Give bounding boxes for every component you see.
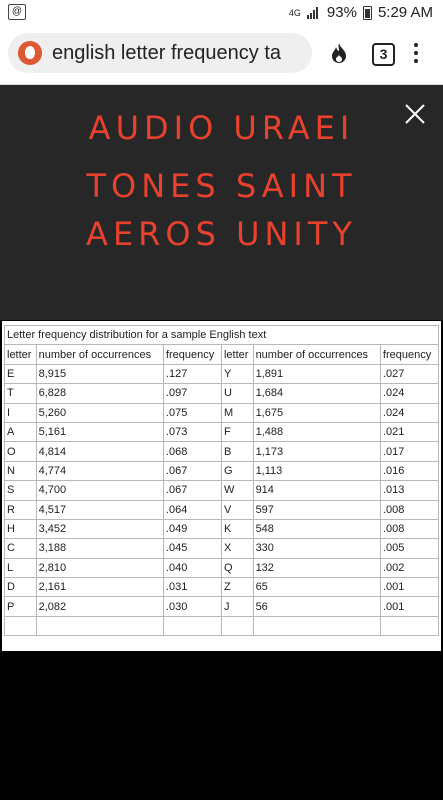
letter-cell: W	[221, 481, 253, 500]
occurrences-cell: 1,684	[253, 384, 380, 403]
frequency-cell: .097	[163, 384, 221, 403]
frequency-cell: .027	[380, 364, 438, 383]
table-row	[5, 481, 439, 500]
letter-cell: D	[5, 578, 37, 597]
duckduckgo-logo-icon	[18, 41, 42, 65]
letter-cell: R	[5, 500, 37, 519]
occurrences-cell: 2,810	[36, 558, 163, 577]
network-label: 4G	[288, 7, 301, 18]
occurrences-cell: 1,488	[253, 422, 380, 441]
frequency-cell: .021	[380, 422, 438, 441]
frequency-cell: .017	[380, 442, 438, 461]
letter-cell: E	[5, 364, 37, 383]
occurrences-cell: 65	[253, 578, 380, 597]
browser-toolbar	[0, 26, 443, 85]
letter-cell: L	[5, 558, 37, 577]
occurrences-cell: 6,828	[36, 384, 163, 403]
frequency-cell: .067	[163, 461, 221, 480]
letter-cell: K	[221, 519, 253, 538]
battery-icon	[363, 6, 372, 20]
frequency-cell: .008	[380, 500, 438, 519]
occurrences-cell: 5,260	[36, 403, 163, 422]
occurrences-cell: 1,173	[253, 442, 380, 461]
occurrences-cell: 4,517	[36, 500, 163, 519]
letter-cell: O	[5, 442, 37, 461]
letter-cell: Z	[221, 578, 253, 597]
letter-cell: G	[221, 461, 253, 480]
occurrences-cell: 56	[253, 597, 380, 616]
letter-cell: J	[221, 597, 253, 616]
occurrences-cell: 1,675	[253, 403, 380, 422]
letter-cell: V	[221, 500, 253, 519]
table-row	[5, 519, 439, 538]
occurrences-cell: 1,891	[253, 364, 380, 383]
ad-banner[interactable]	[0, 85, 443, 320]
occurrences-cell: 132	[253, 558, 380, 577]
ad-line-1: AUDIO URAEI	[88, 109, 355, 147]
frequency-cell: .067	[163, 481, 221, 500]
frequency-cell: .045	[163, 539, 221, 558]
table-row	[5, 578, 439, 597]
occurrences-cell: 2,082	[36, 597, 163, 616]
letter-cell: P	[5, 597, 37, 616]
occurrences-cell: 3,188	[36, 539, 163, 558]
occurrences-cell: 4,774	[36, 461, 163, 480]
overflow-menu-icon[interactable]	[413, 41, 419, 65]
letter-cell: A	[5, 422, 37, 441]
letter-cell: B	[221, 442, 253, 461]
table-row	[5, 539, 439, 558]
frequency-cell: .040	[163, 558, 221, 577]
letter-cell: U	[221, 384, 253, 403]
frequency-cell: .024	[380, 403, 438, 422]
letter-cell: X	[221, 539, 253, 558]
table-caption: Letter frequency distribution for a sample English text	[5, 326, 439, 345]
table-row	[5, 461, 439, 480]
frequency-cell: .001	[380, 597, 438, 616]
frequency-table-image	[2, 321, 441, 651]
header-occurrences-2: number of occurrences	[253, 345, 380, 364]
table-row	[5, 500, 439, 519]
table-row	[5, 364, 439, 383]
letter-cell: M	[221, 403, 253, 422]
letter-cell: T	[5, 384, 37, 403]
header-letter-1: letter	[5, 345, 37, 364]
occurrences-cell: 2,161	[36, 578, 163, 597]
signal-icon	[307, 7, 321, 19]
notification-icon: @	[8, 4, 26, 20]
frequency-cell: .075	[163, 403, 221, 422]
header-letter-2: letter	[221, 345, 253, 364]
header-frequency-2: frequency	[380, 345, 438, 364]
table-row	[5, 403, 439, 422]
frequency-cell: .127	[163, 364, 221, 383]
frequency-cell: .073	[163, 422, 221, 441]
frequency-cell: .008	[380, 519, 438, 538]
fire-icon[interactable]	[330, 42, 348, 64]
letter-cell: F	[221, 422, 253, 441]
frequency-cell: .005	[380, 539, 438, 558]
battery-percent: 93%	[326, 4, 357, 21]
frequency-cell: .024	[380, 384, 438, 403]
letter-cell: I	[5, 403, 37, 422]
table-header-row	[5, 345, 439, 364]
status-right	[289, 4, 433, 21]
tab-switcher-button[interactable]: 3	[372, 43, 395, 66]
occurrences-cell: 1,113	[253, 461, 380, 480]
frequency-cell: .064	[163, 500, 221, 519]
frequency-cell: .049	[163, 519, 221, 538]
letter-cell: Y	[221, 364, 253, 383]
occurrences-cell: 8,915	[36, 364, 163, 383]
letter-cell: N	[5, 461, 37, 480]
occurrences-cell: 914	[253, 481, 380, 500]
frequency-cell: .030	[163, 597, 221, 616]
url-text[interactable]: english letter frequency ta	[52, 42, 282, 64]
close-icon[interactable]	[404, 103, 426, 125]
occurrences-cell: 3,452	[36, 519, 163, 538]
frequency-table	[4, 325, 439, 636]
clock: 5:29 AM	[377, 4, 433, 21]
frequency-cell: .002	[380, 558, 438, 577]
ad-line-3: AEROS UNITY	[86, 215, 357, 253]
frequency-cell: .068	[163, 442, 221, 461]
letter-cell: C	[5, 539, 37, 558]
occurrences-cell: 548	[253, 519, 380, 538]
table-row	[5, 442, 439, 461]
table-row	[5, 422, 439, 441]
letter-cell: H	[5, 519, 37, 538]
frequency-cell: .016	[380, 461, 438, 480]
occurrences-cell: 4,814	[36, 442, 163, 461]
status-bar	[0, 0, 443, 26]
frequency-cell: .013	[380, 481, 438, 500]
table-row	[5, 384, 439, 403]
table-row	[5, 558, 439, 577]
occurrences-cell: 330	[253, 539, 380, 558]
empty-row	[5, 616, 439, 635]
letter-cell: S	[5, 481, 37, 500]
occurrences-cell: 4,700	[36, 481, 163, 500]
occurrences-cell: 5,161	[36, 422, 163, 441]
occurrences-cell: 597	[253, 500, 380, 519]
header-occurrences-1: number of occurrences	[36, 345, 163, 364]
page-background	[0, 651, 443, 800]
letter-cell: Q	[221, 558, 253, 577]
address-bar[interactable]	[8, 33, 312, 73]
header-frequency-1: frequency	[163, 345, 221, 364]
frequency-cell: .001	[380, 578, 438, 597]
frequency-cell: .031	[163, 578, 221, 597]
ad-line-2: TONES SAINT	[86, 167, 357, 205]
table-row	[5, 597, 439, 616]
